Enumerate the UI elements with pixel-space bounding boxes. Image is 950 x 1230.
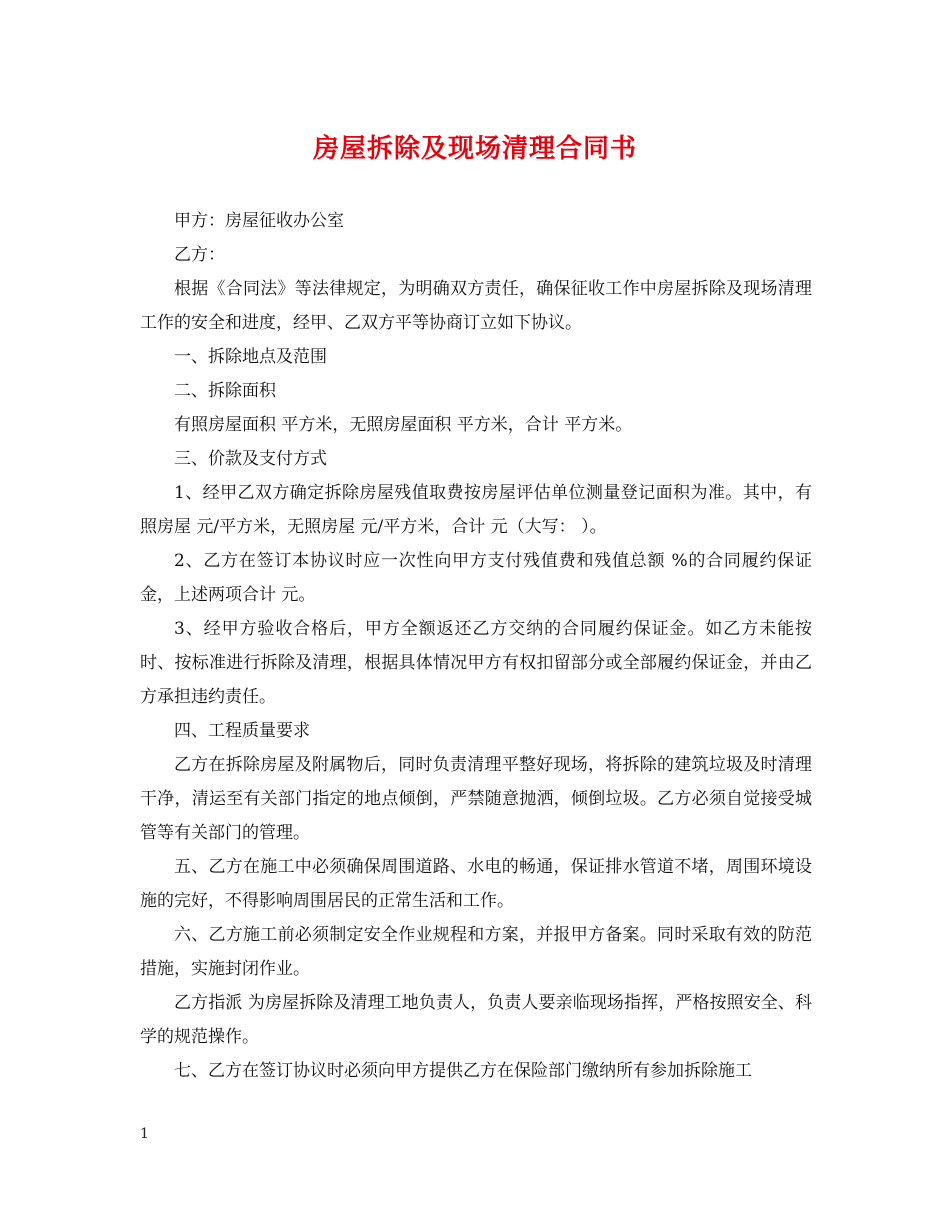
section-heading-payment: 三、价款及支付方式: [174, 449, 327, 469]
quality-paragraph: 乙方在拆除房屋及附属物后，同时负责清理平整好现场，将拆除的建筑垃圾及时清理干净，清运至有关部门指定的地点倾倒，严禁随意抛洒，倾倒垃圾。乙方必须自觉接受城管等有关部门的管理。: [140, 755, 812, 843]
section-five-paragraph: 五、乙方在施工中必须确保周围道路、水电的畅通，保证排水管道不堵，周围环境设施的完好，不得影响周围居民的正常生活和工作。: [140, 857, 812, 911]
document-title: 房屋拆除及现场清理合同书: [312, 134, 637, 164]
party-a-line: 甲方：房屋征收办公室: [174, 211, 344, 231]
page-number: 1: [140, 1126, 149, 1142]
site-manager-paragraph: 乙方指派 为房屋拆除及清理工地负责人，负责人要亲临现场指挥，严格按照安全、科学的规范操作。: [140, 993, 812, 1047]
preamble-paragraph: 根据《合同法》等法律规定，为明确双方责任，确保征收工作中房屋拆除及现场清理工作的安全和进度，经甲、乙双方平等协商订立如下协议。: [140, 279, 812, 333]
section-heading-location: 一、拆除地点及范围: [174, 347, 327, 367]
party-b-line: 乙方：: [174, 245, 225, 265]
document-body: [140, 204, 812, 1088]
section-six-paragraph: 六、乙方施工前必须制定安全作业规程和方案，并报甲方备案。同时采取有效的防范措施，实施封闭作业。: [140, 925, 812, 979]
section-heading-area: 二、拆除面积: [174, 381, 276, 401]
payment-clause-1: 1、经甲乙双方确定拆除房屋残值取费按房屋评估单位测量登记面积为准。其中，有照房屋 元/平方米，无照房屋 元/平方米，合计 元（大写： ）。: [140, 483, 812, 537]
area-paragraph: 有照房屋面积 平方米，无照房屋面积 平方米，合计 平方米。: [174, 415, 633, 435]
section-heading-quality: 四、工程质量要求: [174, 721, 310, 741]
payment-clause-3: 3、经甲方验收合格后，甲方全额返还乙方交纳的合同履约保证金。如乙方未能按时、按标准进行拆除及清理，根据具体情况甲方有权扣留部分或全部履约保证金，并由乙方承担违约责任。: [140, 619, 812, 707]
payment-clause-2: 2、乙方在签订本协议时应一次性向甲方支付残值费和残值总额 %的合同履约保证金，上述两项合计 元。: [140, 551, 812, 605]
section-seven-paragraph: 七、乙方在签订协议时必须向甲方提供乙方在保险部门缴纳所有参加拆除施工: [174, 1061, 752, 1081]
